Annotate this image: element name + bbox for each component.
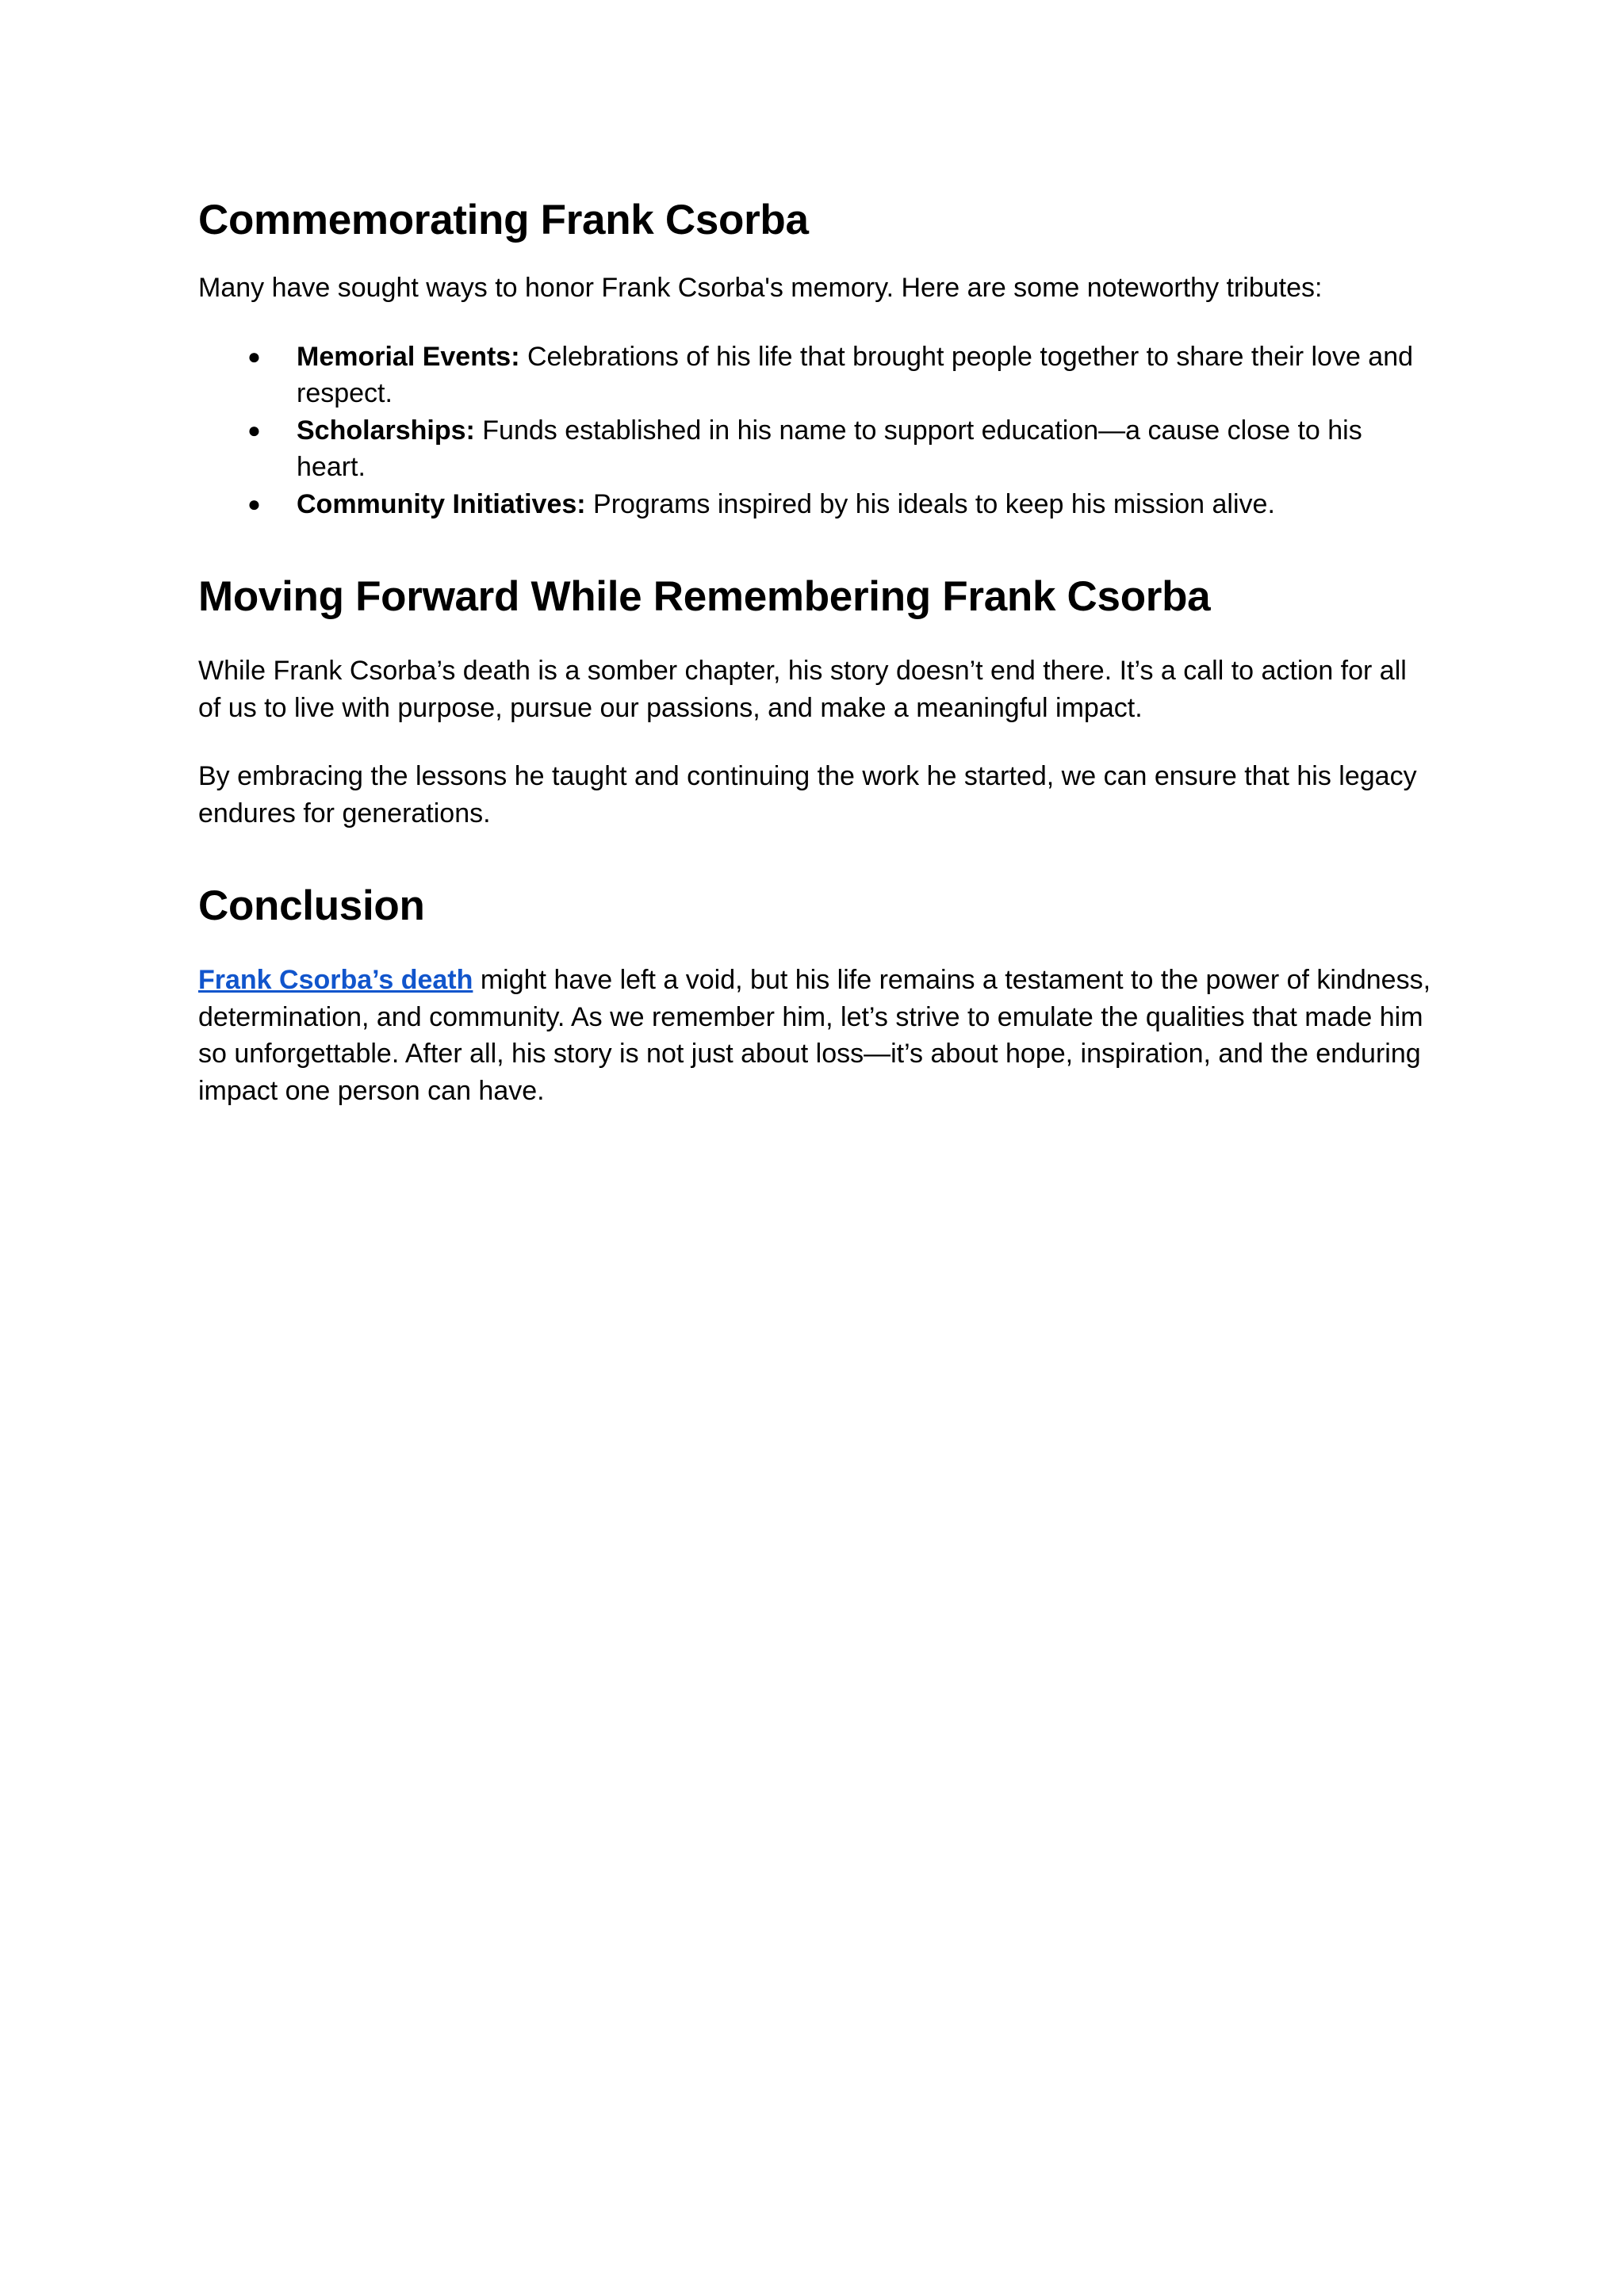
heading-conclusion: Conclusion bbox=[198, 882, 425, 929]
bullet-icon: ● bbox=[247, 491, 261, 516]
tributes-intro: Many have sought ways to honor Frank Csorba's memory. Here are some noteworthy tributes: bbox=[198, 273, 1323, 303]
list-item bbox=[198, 412, 1435, 486]
heading-moving-forward: Moving Forward While Remembering Frank Csorba bbox=[198, 573, 1211, 620]
bullet-icon: ● bbox=[247, 417, 261, 442]
list-item-label: Community Initiatives: bbox=[297, 488, 586, 519]
list-item-text: Funds established in his name to support education—a cause close to his heart. bbox=[297, 415, 1362, 482]
list-item bbox=[198, 486, 1435, 523]
list-item bbox=[198, 339, 1435, 412]
conclusion-text: might have left a void, but his life remains a testament to the power of kindness, determination, and community. As we remember him, let’s strive to emulate the qualities that made him so unforgettable. After all, his story is not just about loss—it’s about hope, inspiration, and the enduring impact one person can have. bbox=[198, 965, 1431, 1106]
list-item-label: Memorial Events: bbox=[297, 341, 520, 372]
bullet-icon: ● bbox=[247, 343, 261, 369]
list-item-label: Scholarships: bbox=[297, 415, 475, 446]
list-item-text: Programs inspired by his ideals to keep his mission alive. bbox=[585, 488, 1275, 519]
conclusion-paragraph bbox=[198, 962, 1435, 1109]
frank-csorba-death-link[interactable]: Frank Csorba’s death bbox=[198, 965, 473, 995]
moving-forward-paragraph-2: By embracing the lessons he taught and continuing the work he started, we can ensure that his legacy endures for generations. bbox=[198, 761, 1417, 828]
tributes-list bbox=[198, 339, 1435, 523]
moving-forward-paragraph-1: While Frank Csorba’s death is a somber chapter, his story doesn’t end there. It’s a call to action for all of us to live with purpose, pursue our passions, and make a meaningful impact. bbox=[198, 656, 1407, 723]
heading-commemorating: Commemorating Frank Csorba bbox=[198, 197, 809, 243]
list-item-text: Celebrations of his life that brought people together to share their love and respect. bbox=[297, 341, 1414, 408]
document-body bbox=[198, 195, 1435, 1109]
